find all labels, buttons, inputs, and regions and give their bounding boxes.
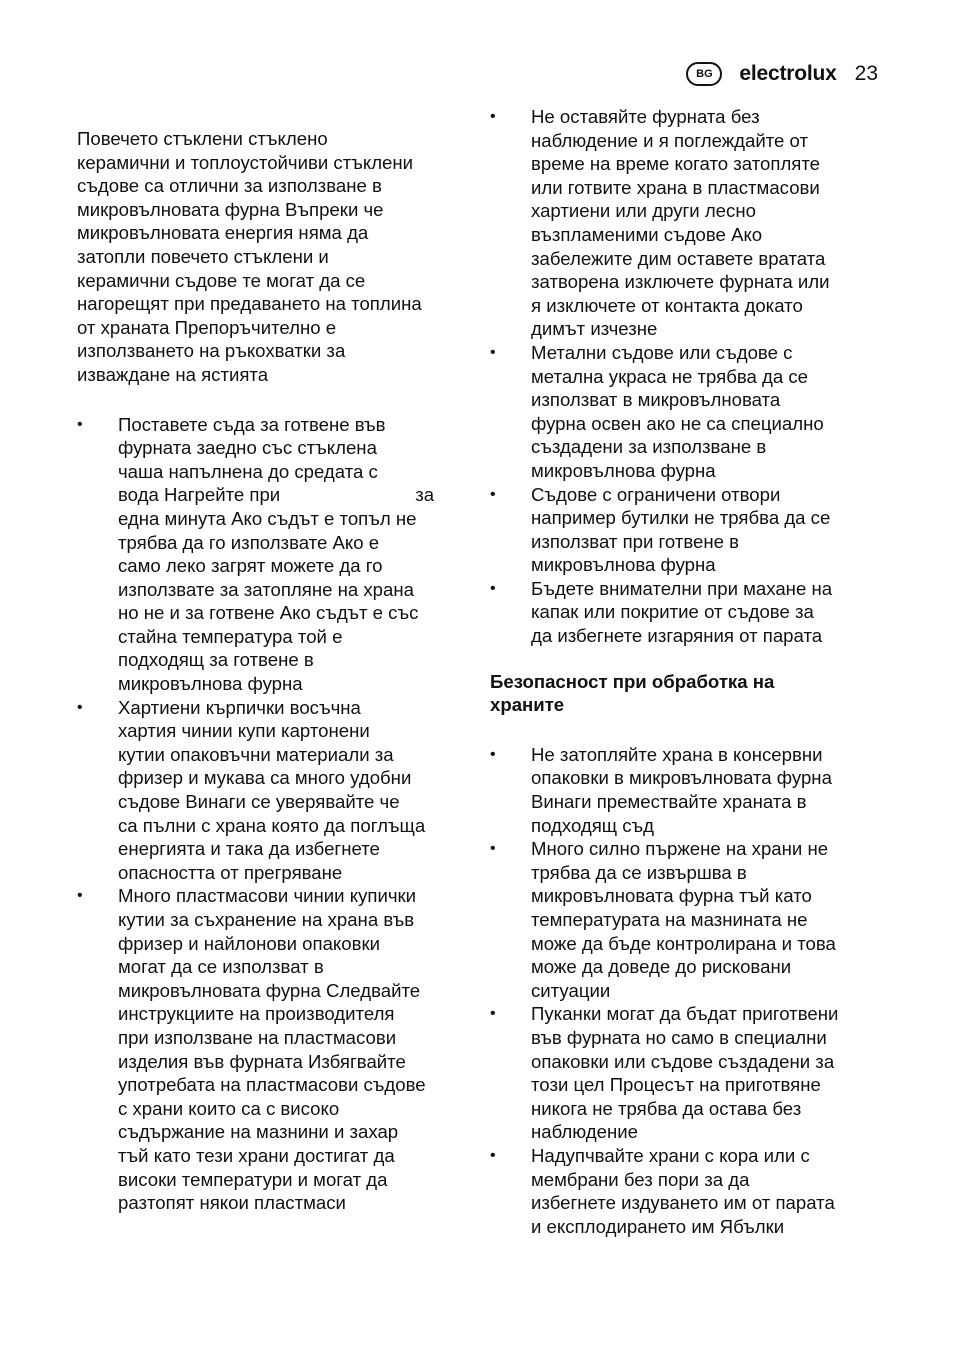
text-line: Хартиени кърпички восъчна	[118, 696, 361, 718]
page-number: 23	[854, 62, 878, 85]
list-item	[77, 884, 469, 1214]
text-line: мембрани без пори за да	[531, 1168, 750, 1190]
text-line: микровълнова фурна	[531, 554, 716, 576]
text-line: кутии опаковъчни материали за	[118, 743, 394, 765]
right-bottom-bullet-list	[490, 743, 882, 1238]
text-line: трябва да го използвате Ако е	[118, 531, 380, 553]
text-line: използват при готвене в	[531, 530, 740, 552]
text-line: избегнете издуването им от парата	[531, 1192, 835, 1214]
list-item	[490, 743, 882, 837]
text-line: от храната Препоръчително е	[77, 316, 337, 338]
text-line: може да бъде контролирана и това	[531, 932, 836, 954]
text-line: никога не трябва да остава без	[531, 1097, 802, 1119]
text-line: забележите дим оставете вратата	[531, 247, 826, 269]
intro-paragraph	[77, 127, 469, 387]
text-line: Много пластмасови чинии купички	[118, 885, 417, 907]
text-line: наблюдение и я поглеждайте от	[531, 129, 808, 151]
text-line: керамични и топлоустойчиви стъклени	[77, 151, 414, 173]
text-line: този цел Процесът на приготвяне	[531, 1074, 821, 1096]
text-line: микровълновата фурна тъй като	[531, 885, 812, 907]
text-line: микровълновата енергия няма да	[77, 222, 369, 244]
list-item	[490, 837, 882, 1002]
list-item	[490, 483, 882, 577]
text-line: стайна температура той е	[118, 625, 343, 647]
left-bullet-list	[77, 413, 469, 1215]
text-line: трябва да се извършва в	[531, 861, 747, 883]
text-line: високи температури и могат да	[118, 1168, 388, 1190]
list-item	[490, 105, 882, 341]
text-line: микровълновата фурна Въпреки че	[77, 198, 384, 220]
bullet-icon: •	[490, 745, 496, 763]
text-line: вода Нагрейте при за	[118, 484, 435, 506]
text-line: и експлодирането им Ябълки	[531, 1215, 785, 1237]
bullet-icon: •	[490, 1146, 496, 1164]
text-line: Повечето стъклени стъклено	[77, 128, 328, 149]
paragraph-gap	[77, 387, 469, 413]
language-badge: BG	[686, 62, 722, 86]
right-top-bullet-list	[490, 105, 882, 648]
page-header	[686, 62, 878, 86]
bullet-icon: •	[490, 485, 496, 503]
section-gap	[490, 648, 882, 670]
inline-word: за	[415, 484, 435, 506]
text-line: изваждане на ястията	[77, 363, 269, 385]
list-item	[490, 1144, 882, 1238]
text-line: ситуации	[531, 979, 611, 1001]
text-line: чаша напълнена до средата с	[118, 460, 378, 482]
text-line: създадени за използване в	[531, 436, 767, 458]
text-line: Винаги премествайте храната в	[531, 791, 807, 813]
list-item	[490, 1002, 882, 1144]
text-line: Пуканки могат да бъдат приготвени	[531, 1003, 839, 1025]
text-line: хартиени или други лесно	[531, 200, 756, 222]
text-line: Не оставяйте фурната без	[531, 106, 760, 127]
text-line: Не затопляйте храна в консервни	[531, 743, 823, 765]
text-line: използват в микровълновата	[531, 389, 781, 411]
text-line: да избегнете изгаряния от парата	[531, 625, 823, 647]
text-line: капак или покритие от съдове за	[531, 601, 814, 623]
text-line: наблюдение	[531, 1121, 638, 1143]
text-line: опаковки или съдове създадени за	[531, 1050, 835, 1072]
bullet-icon: •	[77, 698, 83, 716]
section-heading	[490, 670, 882, 717]
heading-gap	[490, 717, 882, 743]
bullet-icon: •	[77, 887, 83, 905]
text-line: възпламеними съдове Ако	[531, 223, 763, 245]
text-line: микровълнова фурна	[531, 459, 716, 481]
text-line: храните	[490, 694, 565, 716]
text-line: време на време когато затопляте	[531, 153, 821, 175]
text-line: я изключете от контакта докато	[531, 294, 803, 316]
text-line: Съдове с ограничени отвори	[531, 483, 781, 505]
text-line: инструкциите на производителя	[118, 1003, 395, 1025]
bullet-icon: •	[490, 343, 496, 361]
text-line: температурата на мазнината не	[531, 909, 808, 930]
right-column	[490, 105, 882, 1238]
text-line: разтопят някои пластмаси	[118, 1192, 346, 1214]
text-line: подходящ съд	[531, 814, 655, 836]
text-line: хартия чинии купи картонени	[118, 720, 370, 742]
text-line: една минута Ако съдът е топъл не	[118, 507, 417, 529]
text-line: тъй като тези храни достигат да	[118, 1144, 395, 1166]
text-line: енергията и така да избегнете	[118, 838, 380, 860]
text-line: димът изчезне	[531, 318, 658, 340]
text-line: съдове са отлични за използване в	[77, 175, 382, 197]
text-line: използвате за затопляне на храна	[118, 578, 414, 600]
bullet-icon: •	[490, 840, 496, 858]
text-line: при използване на пластмасови	[118, 1026, 397, 1048]
bullet-icon: •	[77, 415, 83, 433]
list-item	[77, 696, 469, 885]
text-line: във фурната но само в специални	[531, 1026, 827, 1048]
text-line: съдове Винаги се уверявайте че	[118, 791, 400, 813]
text-line: с храни които са с високо	[118, 1097, 340, 1119]
text-line: например бутилки не трябва да се	[531, 507, 831, 529]
text-line: фурна освен ако не са специално	[531, 412, 824, 434]
text-line: микровълнова фурна	[118, 673, 303, 695]
text-line: кутии за съхранение на храна във	[118, 909, 415, 930]
text-line: Бъдете внимателни при махане на	[531, 577, 833, 599]
left-column	[77, 127, 469, 1215]
text-line: керамични съдове те могат да се	[77, 269, 366, 291]
text-line: Поставете съда за готвене във	[118, 413, 386, 435]
text-line: опасността от прегряване	[118, 861, 343, 883]
text-line: Надупчвайте храни с кора или с	[531, 1144, 810, 1166]
brand-logo: electrolux	[739, 62, 837, 85]
list-item	[490, 341, 882, 483]
text-line: Метални съдове или съдове с	[531, 341, 793, 363]
list-item	[490, 577, 882, 648]
text-line: може да доведе до рисковани	[531, 956, 792, 978]
text-line: метална украса не трябва да се	[531, 365, 809, 387]
text-line: изделия във фурната Избягвайте	[118, 1050, 406, 1072]
text-line: фурната заедно със стъклена	[118, 437, 377, 459]
bullet-icon: •	[490, 579, 496, 597]
text-line: микровълновата фурна Следвайте	[118, 979, 421, 1001]
text-line: използването на ръкохватки за	[77, 340, 346, 362]
text-line: нагорещят при предаването на топлина	[77, 293, 422, 315]
text-line: фризер и найлонови опаковки	[118, 932, 381, 954]
bullet-icon: •	[490, 108, 496, 125]
text-line: съдържание на мазнини и захар	[118, 1121, 399, 1143]
list-item	[77, 413, 469, 696]
text-line: фризер и мукава са много удобни	[118, 767, 412, 789]
text-line: опаковки в микровълновата фурна	[531, 767, 832, 789]
text-line: но не и за готвене Ако съдът е със	[118, 602, 419, 624]
text-line: Много силно пържене на храни не	[531, 838, 829, 860]
text-line: са пълни с храна която да поглъща	[118, 814, 426, 836]
bullet-icon: •	[490, 1005, 496, 1023]
text-line: употребата на пластмасови съдове	[118, 1074, 426, 1096]
text-line: затопли повечето стъклени и	[77, 245, 329, 267]
text-line: подходящ за готвене в	[118, 649, 314, 671]
text-line: само леко загрят можете да го	[118, 555, 383, 577]
text-line: или готвите храна в пластмасови	[531, 176, 820, 198]
text-line: затворена изключете фурната или	[531, 271, 830, 293]
text-line: могат да се използват в	[118, 956, 324, 978]
text-line: Безопасност при обработка на	[490, 670, 775, 692]
